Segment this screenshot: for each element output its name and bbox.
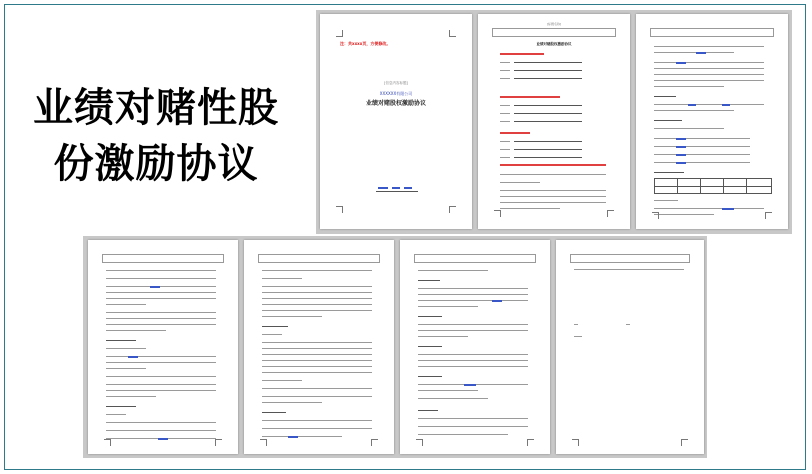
- doc-page-6[interactable]: [400, 240, 550, 454]
- page-header-box: [414, 254, 536, 263]
- cover-red-note: 注：共xxxx页，方便修改。: [340, 41, 391, 46]
- cover-caption: [信息内容标题]: [384, 81, 408, 85]
- doc-page-4[interactable]: [88, 240, 238, 454]
- doc-page-2[interactable]: [478, 14, 630, 229]
- crop-mark: [449, 30, 456, 37]
- cover-date-field: [392, 187, 400, 189]
- cover-company: XXXXXX有限公司: [379, 91, 413, 96]
- main-title-line-2: 份激励协议: [53, 141, 259, 187]
- page-header-box: [492, 28, 616, 37]
- page2-heading: 业绩对赌股权激励协议: [536, 42, 572, 46]
- target-table: [654, 178, 772, 194]
- main-title: [6, 80, 306, 192]
- crop-mark: [449, 206, 456, 213]
- doc-page-5[interactable]: [244, 240, 394, 454]
- page-header-box: [258, 254, 380, 263]
- crop-mark: [336, 206, 343, 213]
- red-line: [500, 53, 544, 55]
- cover-doc-title: 业绩对赌股权激励协议: [365, 100, 426, 107]
- page-header-box: [650, 28, 774, 37]
- main-title-line-1: 业绩对赌性股: [33, 85, 279, 131]
- doc-page-7[interactable]: [556, 240, 704, 454]
- page-header-box: [102, 254, 224, 263]
- doc-page-3[interactable]: [636, 14, 788, 229]
- crop-mark: [336, 30, 343, 37]
- cover-date-field: [404, 187, 412, 189]
- doc-page-cover[interactable]: [320, 14, 472, 229]
- page-header-box: [570, 254, 690, 263]
- cover-date-underline: [376, 191, 418, 192]
- page2-header-label: [标题名称]: [546, 22, 562, 26]
- cover-date-field: [378, 187, 388, 189]
